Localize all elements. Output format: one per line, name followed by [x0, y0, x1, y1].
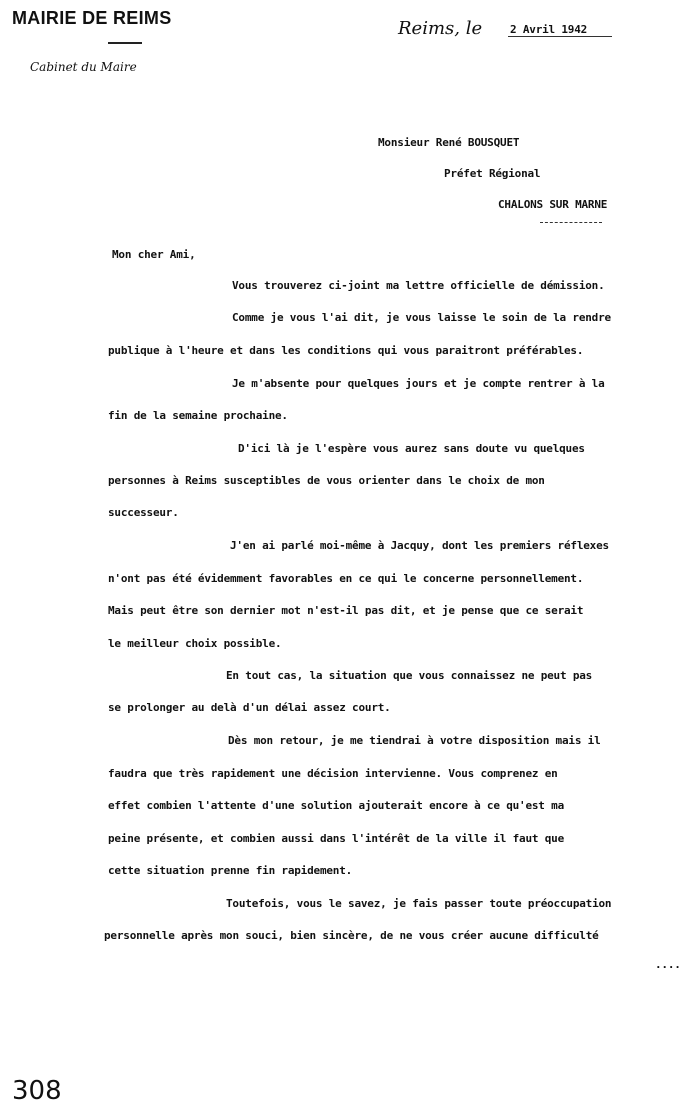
date-underline [508, 36, 612, 37]
body-line: personnelle après mon souci, bien sincère, de ne vous créer aucune difficulté [104, 929, 599, 942]
dateline-date: 2 Avril 1942 [510, 23, 588, 36]
salutation: Mon cher Ami, [112, 248, 196, 261]
recipient-city: CHALONS SUR MARNE [498, 198, 608, 211]
body-line: n'ont pas été évidemment favorables en ce qui le concerne personnellement. [108, 572, 584, 585]
body-line: Je m'absente pour quelques jours et je compte rentrer à la [232, 377, 605, 390]
page-number: 308 [12, 1076, 62, 1106]
dateline-place: Reims, le [398, 18, 483, 39]
body-line: Vous trouverez ci-joint ma lettre officielle de démission. [232, 279, 605, 292]
continuation-dots: .... [655, 958, 681, 971]
body-line: successeur. [108, 506, 179, 519]
body-line: se prolonger au delà d'un délai assez court. [108, 701, 391, 714]
recipient-title: Préfet Régional [444, 167, 541, 180]
body-line: publique à l'heure et dans les conditions qui vous paraitront préférables. [108, 344, 584, 357]
body-line: effet combien l'attente d'une solution ajouterait encore à ce qu'est ma [108, 799, 565, 812]
body-line: fin de la semaine prochaine. [108, 409, 288, 422]
body-line: Dès mon retour, je me tiendrai à votre disposition mais il [228, 734, 601, 747]
office-subtitle: Cabinet du Maire [30, 60, 137, 74]
body-line: le meilleur choix possible. [108, 637, 282, 650]
body-line: personnes à Reims susceptibles de vous orienter dans le choix de mon [108, 474, 545, 487]
letterhead-divider [108, 42, 142, 44]
body-line: cette situation prenne fin rapidement. [108, 864, 353, 877]
body-line: faudra que très rapidement une décision intervienne. Vous comprenez en [108, 767, 558, 780]
body-line: J'en ai parlé moi-même à Jacquy, dont les premiers réflexes [230, 539, 609, 552]
body-line: D'ici là je l'espère vous aurez sans doute vu quelques [238, 442, 585, 455]
body-line: Toutefois, vous le savez, je fais passer toute préoccupation [226, 897, 612, 910]
recipient-name: Monsieur René BOUSQUET [378, 136, 520, 149]
body-line: Mais peut être son dernier mot n'est-il pas dit, et je pense que ce serait [108, 604, 584, 617]
address-divider [540, 222, 602, 223]
body-line: Comme je vous l'ai dit, je vous laisse le soin de la rendre [232, 311, 611, 324]
body-line: En tout cas, la situation que vous connaissez ne peut pas [226, 669, 593, 682]
letterhead-title: MAIRIE DE REIMS [12, 8, 172, 28]
body-line: peine présente, et combien aussi dans l'intérêt de la ville il faut que [108, 832, 565, 845]
